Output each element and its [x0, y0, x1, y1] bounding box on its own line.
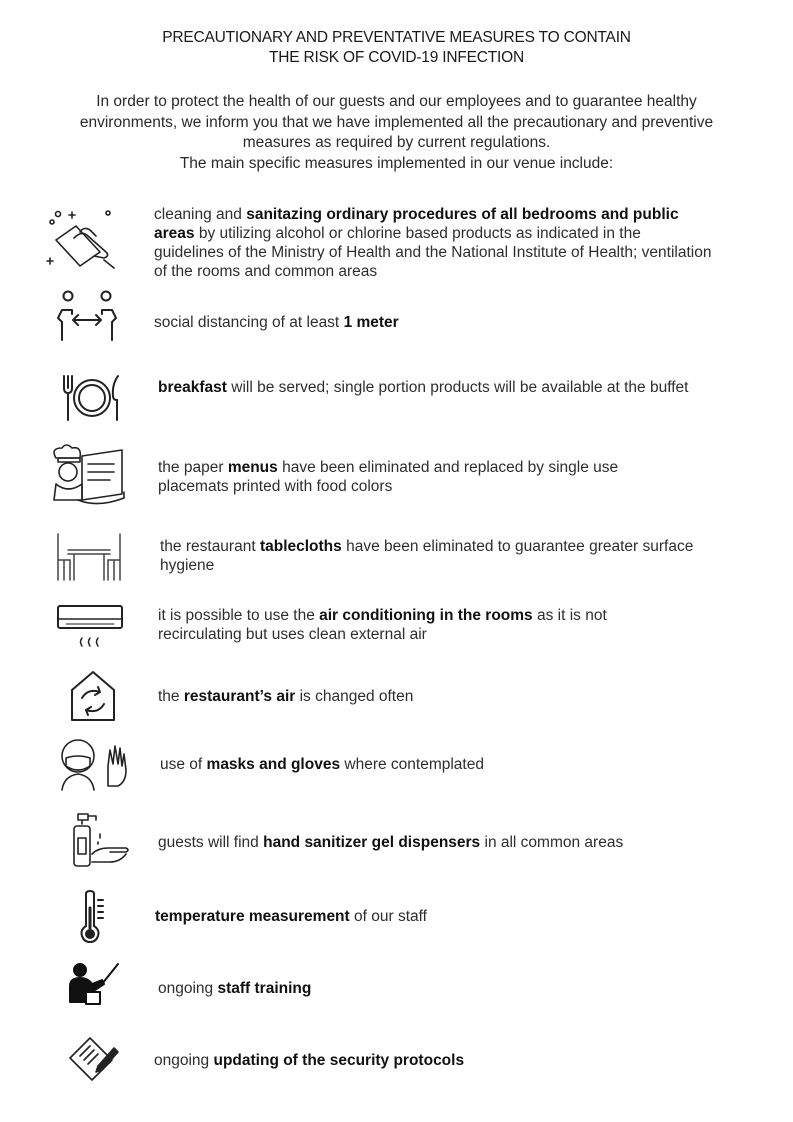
page-title: [0, 28, 793, 68]
measure-text-bold: sanitazing ordinary procedures of all bedrooms and public areas: [154, 206, 679, 242]
measure-text-pre: guests will find: [158, 834, 264, 851]
measure-text-pre: the paper: [158, 459, 228, 476]
measure-text-pre: use of: [160, 756, 207, 773]
air-conditioner-icon: [56, 604, 126, 652]
intro-line-3: measures as required by current regulations.: [242, 134, 551, 151]
air-exchange-house-icon: [70, 670, 116, 722]
protocol-document-icon: [68, 1036, 120, 1082]
staff-training-icon: [68, 962, 120, 1006]
measure-text-bold: tablecloths: [259, 538, 342, 555]
measure-text-bold: updating of the security protocols: [213, 1052, 465, 1069]
measure-text-bold: breakfast: [158, 379, 227, 396]
measure-text-bold: masks and gloves: [206, 756, 341, 773]
measure-text-pre: the: [158, 688, 184, 705]
title-line-2: THE RISK OF COVID-19 INFECTION: [269, 49, 524, 66]
table-chairs-icon: [54, 532, 124, 582]
measure-text-post: will be served; single portion products will be available at the buffet: [226, 379, 689, 396]
measure-text-post: is changed often: [295, 688, 414, 705]
measure-text-post: where contemplated: [340, 756, 484, 773]
measure-text-bold: menus: [227, 459, 278, 476]
sanitizing-wipe-icon: [44, 208, 124, 272]
thermometer-icon: [80, 890, 106, 944]
mask-gloves-icon: [56, 736, 136, 792]
measure-text-pre: it is possible to use the: [158, 607, 320, 624]
measure-text-pre: social distancing of at least: [154, 314, 344, 331]
intro-line-1: In order to protect the health of our guests and our employees and to guarantee healthy: [96, 93, 697, 110]
measure-text-pre: ongoing: [154, 1052, 214, 1069]
measure-text-bold: staff training: [217, 980, 312, 997]
hand-sanitizer-icon: [70, 812, 132, 868]
measure-text-post: in all common areas: [480, 834, 624, 851]
intro-paragraph: [40, 92, 753, 174]
title-line-1: PRECAUTIONARY AND PREVENTATIVE MEASURES TO CONTAIN: [162, 29, 631, 46]
measure-text-post: have been eliminated to guarantee greater surface hygiene: [160, 538, 694, 574]
measure-text-bold: temperature measurement: [155, 908, 350, 925]
measure-text-pre: cleaning and: [154, 206, 247, 223]
measure-text-post: by utilizing alcohol or chlorine based products as indicated in the guidelines of the Ministry of Health and the National Institute of Health; ventilation of the rooms and common areas: [154, 225, 712, 280]
measure-text-post: of our staff: [349, 908, 427, 925]
measure-text-pre: ongoing: [158, 980, 218, 997]
measure-text-bold: 1 meter: [343, 314, 399, 331]
intro-line-4: The main specific measures implemented in our venue include:: [179, 154, 614, 172]
measure-text-bold: air conditioning in the rooms: [319, 607, 533, 624]
measure-text-bold: hand sanitizer gel dispensers: [263, 834, 481, 851]
plate-cutlery-icon: [60, 374, 124, 422]
measure-text-pre: the restaurant: [160, 538, 260, 555]
chef-menu-icon: [48, 444, 132, 508]
social-distance-icon: [56, 290, 120, 344]
measure-text-bold: restaurant’s air: [183, 688, 296, 705]
intro-line-2: environments, we inform you that we have implemented all the precautionary and preventive: [79, 113, 714, 131]
measure-text-post: have been eliminated and replaced by single use placemats printed with food colors: [158, 459, 619, 495]
measure-text-post: as it is not recirculating but uses clean external air: [158, 607, 607, 643]
